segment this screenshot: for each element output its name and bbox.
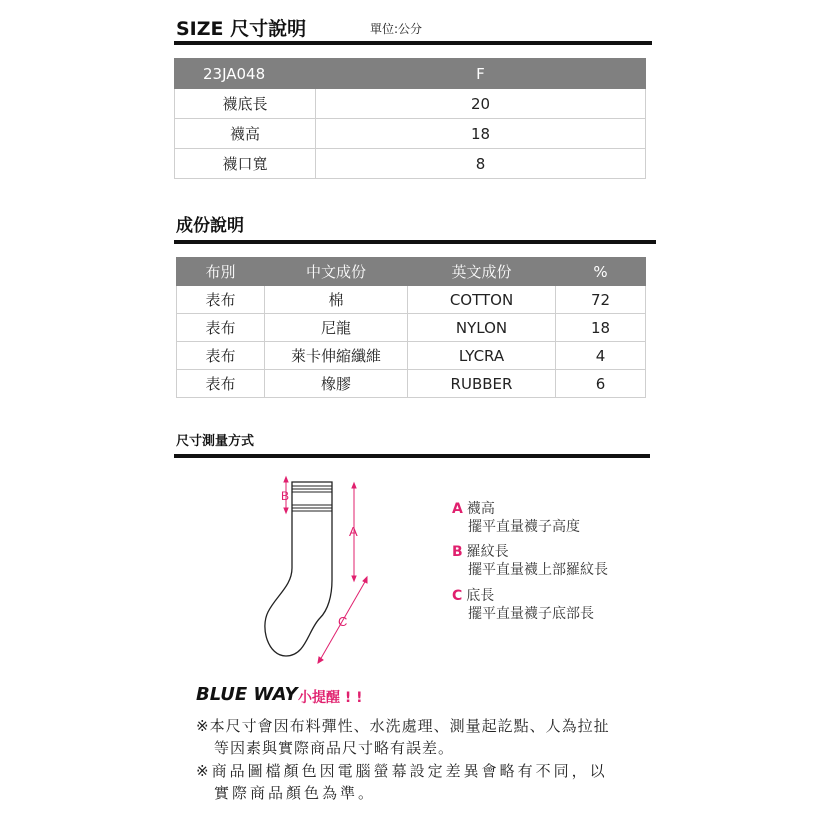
rib-band: [292, 486, 332, 511]
reminder-label: 小提醒 ! !: [298, 690, 363, 706]
percent-cell: 4: [556, 342, 646, 370]
material-en-cell: LYCRA: [408, 342, 556, 370]
composition-table-header: [177, 258, 646, 286]
legend-key: B: [452, 544, 463, 560]
material-zh-cell: 尼龍: [265, 314, 408, 342]
note-size-variance: [196, 715, 610, 759]
header-percent: %: [556, 258, 646, 286]
table-row: [175, 89, 646, 119]
size-table: [174, 58, 646, 179]
legend-key: A: [452, 501, 463, 517]
composition-section-title: 成份說明: [176, 216, 244, 236]
composition-section-divider: [174, 240, 656, 244]
sock-diagram: [250, 468, 410, 678]
material-en-cell: NYLON: [408, 314, 556, 342]
table-row: [177, 286, 646, 314]
size-row-label: 襪高: [175, 119, 316, 149]
note-line: ※本尺寸會因布料彈性、水洗處理、測量起訖點、人為拉扯: [196, 717, 610, 735]
legend-a: [452, 500, 580, 536]
style-code: 23JA048: [175, 59, 316, 89]
legend-c: [452, 587, 594, 623]
label-c: C: [338, 614, 348, 629]
size-row-value: 20: [316, 89, 646, 119]
size-column-header: F: [316, 59, 646, 89]
table-row: [177, 314, 646, 342]
fabric-cell: 表布: [177, 342, 265, 370]
material-zh-cell: 橡膠: [265, 370, 408, 398]
size-table-header: [175, 59, 646, 89]
composition-table: [176, 257, 646, 398]
fabric-cell: 表布: [177, 286, 265, 314]
material-zh-cell: 棉: [265, 286, 408, 314]
label-a: A: [349, 524, 358, 539]
note-line: ※商品圖檔顏色因電腦螢幕設定差異會略有不同，以: [196, 762, 608, 780]
size-row-value: 18: [316, 119, 646, 149]
table-row: [177, 370, 646, 398]
measurement-section-divider: [174, 454, 650, 458]
legend-name: 羅紋長: [466, 544, 509, 560]
note-line: 實際商品顏色為準。: [214, 784, 377, 802]
note-line: 等因素與實際商品尺寸略有誤差。: [214, 739, 455, 757]
legend-name: 襪高: [466, 501, 495, 517]
header-fabric: 布別: [177, 258, 265, 286]
legend-key: C: [452, 588, 463, 604]
size-row-label: 襪口寬: [175, 149, 316, 179]
table-row: [175, 119, 646, 149]
fabric-cell: 表布: [177, 314, 265, 342]
size-section-divider: [174, 41, 652, 45]
percent-cell: 18: [556, 314, 646, 342]
note-color-variance: [196, 760, 608, 804]
fabric-cell: 表布: [177, 370, 265, 398]
header-english: 英文成份: [408, 258, 556, 286]
material-en-cell: RUBBER: [408, 370, 556, 398]
percent-cell: 72: [556, 286, 646, 314]
table-row: [175, 149, 646, 179]
size-section-title: SIZE 尺寸說明: [176, 18, 307, 40]
label-b: B: [281, 489, 290, 503]
legend-b: [452, 543, 608, 579]
unit-label: 單位:公分: [370, 22, 423, 36]
brand-logo: BLUE WAY: [196, 684, 298, 705]
size-row-label: 襪底長: [175, 89, 316, 119]
header-chinese: 中文成份: [265, 258, 408, 286]
table-row: [177, 342, 646, 370]
percent-cell: 6: [556, 370, 646, 398]
legend-desc: 擺平直量襪子高度: [468, 519, 580, 535]
size-row-value: 8: [316, 149, 646, 179]
measurement-section-title: 尺寸測量方式: [176, 434, 255, 449]
legend-desc: 擺平直量襪子底部長: [468, 606, 594, 622]
material-zh-cell: 萊卡伸縮纖維: [265, 342, 408, 370]
legend-name: 底長: [466, 588, 495, 604]
legend-desc: 擺平直量襪上部羅紋長: [468, 562, 608, 578]
material-en-cell: COTTON: [408, 286, 556, 314]
